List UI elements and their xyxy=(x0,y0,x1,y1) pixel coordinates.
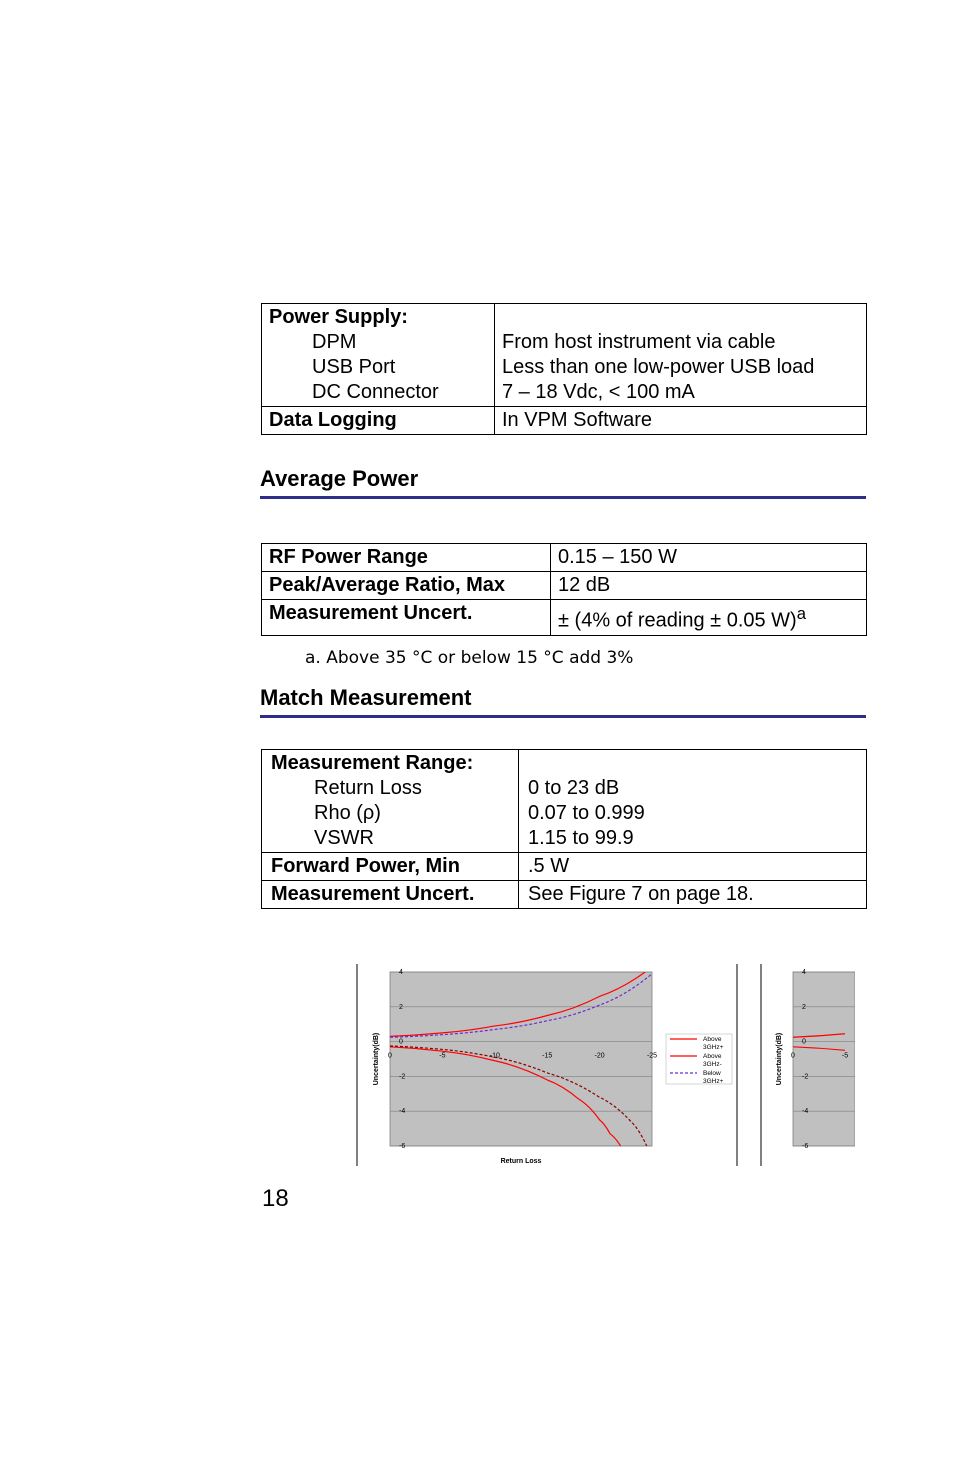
vswr-label: VSWR xyxy=(314,827,374,849)
return-loss-value: 0 to 23 dB xyxy=(528,777,620,799)
rho-label: Rho (ρ) xyxy=(314,802,381,824)
uncertainty-charts xyxy=(355,962,855,1168)
y-axis-label: Uncertainty(dB) xyxy=(373,1032,380,1086)
x-tick-label: 0 xyxy=(388,1052,392,1060)
table-row xyxy=(262,881,867,909)
table-row xyxy=(262,600,867,636)
footnote-marker: a xyxy=(796,604,806,623)
dpm-value: From host instrument via cable xyxy=(502,331,776,353)
power-uncertainty-label: Measurement Uncert. xyxy=(262,600,551,636)
return-loss-label: Return Loss xyxy=(314,777,422,799)
x-tick-label: -25 xyxy=(646,1052,658,1060)
y-tick-label: 2 xyxy=(399,1003,403,1011)
average-power-table xyxy=(261,543,867,636)
footnote: a. Above 35 °C or below 15 °C add 3% xyxy=(305,648,634,668)
y-axis-label: Uncertainty(dB) xyxy=(776,1032,783,1086)
average-power-heading: Average Power xyxy=(260,466,866,499)
table-row xyxy=(262,407,867,435)
match-measurement-heading: Match Measurement xyxy=(260,685,866,718)
table-row xyxy=(262,853,867,881)
rho-value: 0.07 to 0.999 xyxy=(528,802,645,824)
y-tick-label: -6 xyxy=(399,1143,406,1150)
x-tick-label: -5 xyxy=(841,1052,849,1060)
table-row xyxy=(262,304,867,407)
x-axis-label: Return Loss xyxy=(500,1158,542,1165)
x-tick-label: -20 xyxy=(594,1052,605,1060)
power-supply-value-cell xyxy=(495,304,867,407)
power-supply-label: Power Supply: xyxy=(269,306,408,328)
usb-port-label: USB Port xyxy=(312,356,396,378)
vswr-value: 1.15 to 99.9 xyxy=(528,827,634,849)
rf-power-range-value: 0.15 – 150 W xyxy=(551,544,867,572)
data-logging-value: In VPM Software xyxy=(495,407,867,435)
y-tick-label: 4 xyxy=(802,969,806,976)
legend-label: 3GHz- xyxy=(703,1061,722,1068)
table-row xyxy=(262,572,867,600)
usb-port-value: Less than one low-power USB load xyxy=(502,356,815,378)
y-tick-label: 4 xyxy=(399,969,403,976)
legend-label: Below xyxy=(703,1070,721,1077)
measurement-range-label-cell xyxy=(262,750,519,853)
dpm-label: DPM xyxy=(312,331,357,353)
table-row xyxy=(262,544,867,572)
match-measurement-table xyxy=(261,749,867,909)
measurement-range-label: Measurement Range: xyxy=(271,752,474,774)
x-tick-label: -5 xyxy=(439,1052,446,1060)
legend-label: 3GHz+ xyxy=(703,1044,724,1051)
rf-power-range-label: RF Power Range xyxy=(262,544,551,572)
x-tick-label: 0 xyxy=(791,1052,795,1060)
y-tick-label: -4 xyxy=(399,1108,406,1116)
y-tick-label: 2 xyxy=(802,1003,806,1011)
y-tick-label: -4 xyxy=(802,1108,809,1116)
data-logging-label: Data Logging xyxy=(262,407,495,435)
power-supply-table xyxy=(261,303,867,435)
table-row xyxy=(262,750,867,853)
y-tick-label: -2 xyxy=(399,1073,406,1081)
peak-average-ratio-value: 12 dB xyxy=(551,572,867,600)
page-number: 18 xyxy=(262,1185,289,1212)
forward-power-label: Forward Power, Min xyxy=(262,853,519,881)
match-uncertainty-value: See Figure 7 on page 18. xyxy=(519,881,867,909)
legend-label: Above xyxy=(703,1036,722,1043)
match-uncertainty-label: Measurement Uncert. xyxy=(262,881,519,909)
power-uncertainty-value: ± (4% of reading ± 0.05 W)$^a$ xyxy=(551,600,867,636)
x-tick-label: -10 xyxy=(489,1052,500,1060)
y-tick-label: 0 xyxy=(802,1038,806,1046)
legend-label: Above xyxy=(703,1053,722,1060)
y-tick-label: -6 xyxy=(802,1143,809,1150)
peak-average-ratio-label: Peak/Average Ratio, Max xyxy=(262,572,551,600)
forward-power-value: .5 W xyxy=(519,853,867,881)
plot-area-0 xyxy=(390,972,652,1146)
legend-box xyxy=(666,1034,732,1084)
dc-connector-label: DC Connector xyxy=(312,381,439,403)
legend-label: 3GHz+ xyxy=(703,1078,724,1085)
y-tick-label: 0 xyxy=(399,1038,403,1046)
power-supply-label-cell xyxy=(262,304,495,407)
dc-connector-value: 7 – 18 Vdc, < 100 mA xyxy=(502,381,695,403)
x-tick-label: -15 xyxy=(542,1052,553,1060)
measurement-range-value-cell xyxy=(519,750,867,853)
y-tick-label: -2 xyxy=(802,1073,809,1081)
